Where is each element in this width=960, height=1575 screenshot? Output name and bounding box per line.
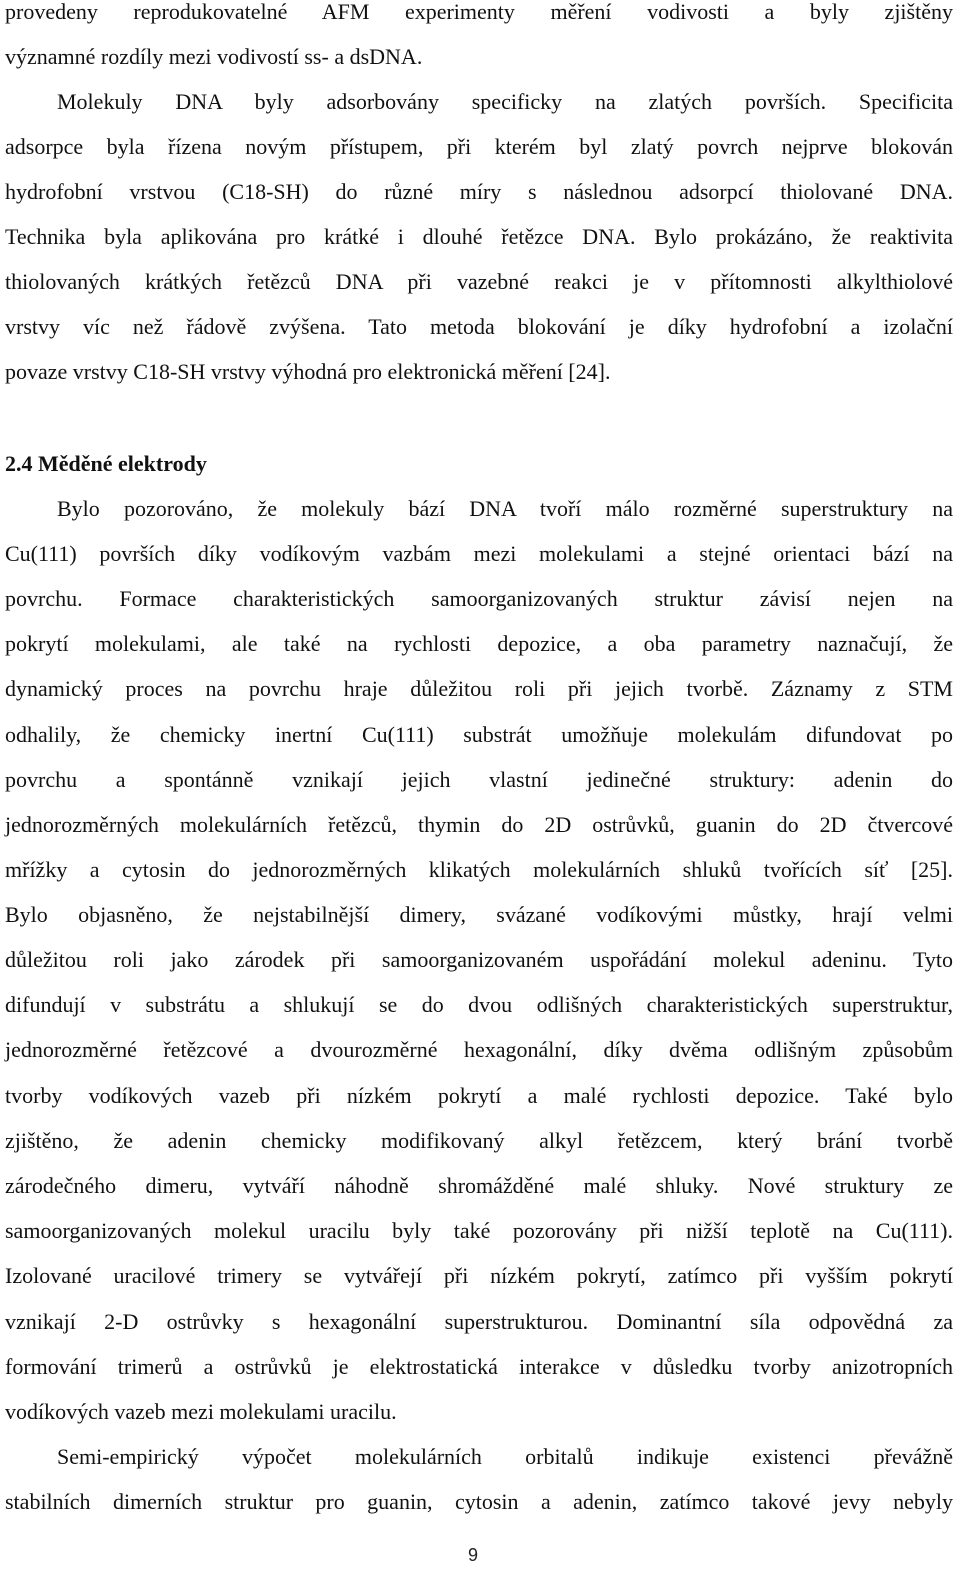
text-line: stabilních dimerních struktur pro guanin, cytosin a adenin, zatímco takové jevy nebyly: [5, 1489, 953, 1514]
page-number: 9: [467, 1545, 478, 1565]
text-line: Molekuly DNA byly adsorbovány specificky na zlatých površích. Specificita: [57, 89, 953, 114]
text-line: vrstvy víc než řádově zvýšena. Tato metoda blokování je díky hydrofobní a izolační: [5, 314, 953, 339]
text-line: pokrytí molekulami, ale také na rychlosti depozice, a oba parametry naznačují, že: [5, 631, 953, 656]
text-line: thiolovaných krátkých řetězců DNA při vazebné reakci je v přítomnosti alkylthiolové: [5, 269, 953, 294]
text-line: Bylo objasněno, že nejstabilnější dimery, svázané vodíkovými můstky, hrají velmi: [5, 902, 953, 927]
text-line: Izolované uracilové trimery se vytvářejí při nízkém pokrytí, zatímco při vyšším pokrytí: [5, 1263, 953, 1288]
text-line: Semi-empirický výpočet molekulárních orbitalů indikuje existenci převážně: [57, 1444, 953, 1469]
text-line: odhalily, že chemicky inertní Cu(111) substrát umožňuje molekulám difundovat po: [5, 722, 953, 747]
text-line: Technika byla aplikována pro krátké i dlouhé řetězce DNA. Bylo prokázáno, že reaktivita: [5, 224, 953, 249]
text-line: zárodečného dimeru, vytváří náhodně shromážděné malé shluky. Nové struktury ze: [5, 1173, 953, 1198]
text-line: mřížky a cytosin do jednorozměrných klikatých molekulárních shluků tvořících síť [25].: [5, 857, 953, 882]
text-line: provedeny reprodukovatelné AFM experimenty měření vodivosti a byly zjištěny: [5, 0, 953, 24]
section-heading: 2.4 Měděné elektrody: [5, 451, 207, 476]
text-line: vodíkových vazeb mezi molekulami uracilu.: [5, 1399, 397, 1424]
text-line: hydrofobní vrstvou (C18-SH) do různé míry s následnou adsorpcí thiolované DNA.: [5, 179, 953, 204]
text-line: jednorozměrných molekulárních řetězců, thymin do 2D ostrůvků, guanin do 2D čtvercové: [5, 812, 953, 837]
text-line: dynamický proces na povrchu hraje důležitou roli při jejich tvorbě. Záznamy z STM: [5, 676, 953, 701]
text-line: vznikají 2-D ostrůvky s hexagonální superstrukturou. Dominantní síla odpovědná za: [5, 1309, 953, 1334]
text-line: jednorozměrné řetězcové a dvourozměrné hexagonální, díky dvěma odlišným způsobům: [5, 1037, 953, 1062]
text-line: tvorby vodíkových vazeb při nízkém pokrytí a malé rychlosti depozice. Také bylo: [5, 1083, 953, 1108]
text-line: Cu(111) površích díky vodíkovým vazbám mezi molekulami a stejné orientaci bází na: [5, 541, 953, 566]
text-line: zjištěno, že adenin chemicky modifikovaný alkyl řetězcem, který brání tvorbě: [5, 1128, 953, 1153]
text-line: významné rozdíly mezi vodivostí ss- a dsDNA.: [5, 44, 423, 69]
text-line: samoorganizovaných molekul uracilu byly také pozorovány při nižší teplotě na Cu(111).: [5, 1218, 953, 1243]
text-line: difundují v substrátu a shlukují se do dvou odlišných charakteristických superstruktur,: [5, 992, 953, 1017]
text-line: povrchu. Formace charakteristických samoorganizovaných struktur závisí nejen na: [5, 586, 953, 611]
text-line: Bylo pozorováno, že molekuly bází DNA tvoří málo rozměrné superstruktury na: [57, 496, 953, 521]
text-line: adsorpce byla řízena novým přístupem, při kterém byl zlatý povrch nejprve blokován: [5, 134, 953, 159]
text-line: povrchu a spontánně vznikají jejich vlastní jedinečné struktury: adenin do: [5, 767, 953, 792]
text-line: důležitou roli jako zárodek při samoorganizovaném uspořádání molekul adeninu. Tyto: [5, 947, 953, 972]
text-line: formování trimerů a ostrůvků je elektrostatická interakce v důsledku tvorby anizotropních: [5, 1354, 953, 1379]
text-line: povaze vrstvy C18-SH vrstvy výhodná pro elektronická měření [24].: [5, 359, 611, 384]
